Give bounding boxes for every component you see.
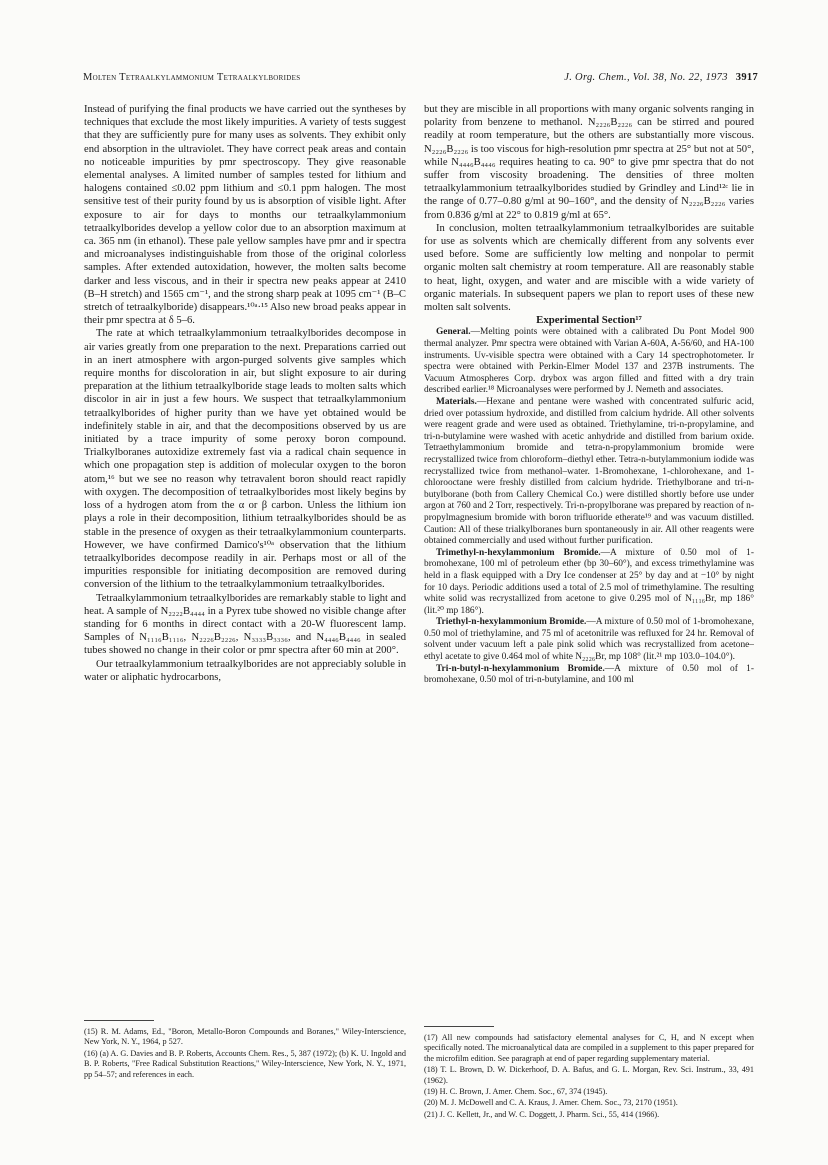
journal-citation	[564, 72, 758, 83]
section-heading: Experimental Section¹⁷	[536, 314, 642, 327]
paragraph: Instead of purifying the final products we have carried out the syntheses by techniques that exclude the most likely impurities. A variety of tests suggest that they are sufficiently pure for many uses as solvents. They exhibit only end absorption in the ultraviolet. They have correct peak areas and contain no noticeable impurities by pmr spectroscopy. They give reasonable elemental analyses. A limited number of samples tested for lithium and halogens contained ≤0.02 ppm lithium and ≤0.1 ppm halogen. The most sensitive test of their purity found by us is absorption of visible light. After exposure to air for days to months our tetraalkylammonium tetraalkylborides develop a yellow color due to an absorption maximum at ca. 365 nm (in ethanol). These pale yellow samples have pmr and ir spectra and microanalyses indistinguishable from those of the original colorless samples. After extended autoxidation, however, the molten salts become darker and less viscous, and in their ir spectra new peaks appear at 2410 (B–H stretch) and 1565 cm⁻¹, and the strong sharp peak at 1095 cm⁻¹ (B–C stretch of tetraalkylboride) disappears.¹⁰ᵃ·¹⁵ Also new broad peaks appear in their pmr spectra at δ 5–6.	[84, 104, 406, 327]
paragraph: Our tetraalkylammonium tetraalkylborides are not appreciably soluble in water or aliphatic hydrocarbons,	[84, 658, 406, 683]
footnote: (18) T. L. Brown, D. W. Dickerhoof, D. A. Bafus, and G. L. Morgan, Rev. Sci. Instrum., 33, 491 (1962).	[424, 1065, 754, 1085]
footnote: (19) H. C. Brown, J. Amer. Chem. Soc., 67, 374 (1945).	[424, 1087, 608, 1097]
paragraph	[424, 664, 754, 687]
paragraph	[424, 327, 754, 397]
footnote: (15) R. M. Adams, Ed., "Boron, Metallo-Boron Compounds and Boranes," Wiley-Interscience, New York, N. Y., 1964, p 527.	[84, 1027, 406, 1047]
experimental-section	[424, 327, 754, 686]
paragraph: The rate at which tetraalkylammonium tetraalkylborides decompose in air varies greatly from one preparation to the next. Preparations carried out in an inert atmosphere with argon-purged solvents give samples which require months for discoloration in air, but slight exposure to air during preparation at the lithium tetraalkylboride stage leads to molten salts which discolor in air in just a few hours. We suspect that tetraalkylammonium tetraalkylborides of higher purity than we have yet obtained would be indefinitely stable in air, and that the decompositions observed by us are initiated by a trace impurity of some peroxy boron compound. Trialkylboranes autoxidize extremely fast via a radical chain sequence in which one propagation step is addition of molecular oxygen to the boron atom,¹⁶ but we see no reason why tetravalent boron should react rapidly with oxygen. The decomposition of tetraalkylborides most likely begins by loss of a hydrogen atom from the α or β carbon. Unless the lithium ion plays a role in their decomposition, lithium tetraalkylborides should be as stable in the presence of oxygen as their tetraalkylammonium counterparts. However, we have confirmed Damico's¹⁰ᵃ observation that the lithium tetraalkylborides decompose readily in air. Perhaps most or all of the impurities responsible for initiating decomposition are removed during conversion of the lithium to the tetraalkylammonium tetraalkylborides.	[84, 328, 406, 591]
journal-name: J. Org. Chem., Vol. 38, No. 22, 1973	[564, 72, 728, 83]
footnote: (16) (a) A. G. Davies and B. P. Roberts, Accounts Chem. Res., 5, 387 (1972); (b) K. U. Ingold and B. P. Roberts, "Free Radical Substitution Reactions," Wiley-Interscience, New York, N. Y., 1971, pp 54–57; and references in each.	[84, 1048, 406, 1079]
paragraph-body: —Melting points were obtained with a calibrated Du Pont Model 900 thermal analyzer. Pmr spectra were obtained with Varian A-60A, A-56/60, and HA-100 instruments. Uv-visible spectra were obtained with a Cary 14 spectrophotometer. Ir spectra were obtained with Perkin-Elmer Model 137 and 237B instruments. The Vacuum Atmospheres Corp. drybox was argon filled and fitted with a dry train described earlier.¹⁸ Microanalyses were performed by J. Nemeth and associates.	[424, 327, 754, 396]
paragraph	[424, 397, 754, 548]
footnotes-left	[84, 1027, 406, 1081]
paragraph: but they are miscible in all proportions with many organic solvents ranging in polarity from benzene to methanol. N₂₂₂₆B₂₂₂₆ can be stirred and poured readily at room temperature, but the others are substantially more viscous. N₂₂₂₆B₂₂₂₆ is too viscous for high-resolution pmr spectra at 25° but not at 50°, while N₄₄₄₆B₄₄₄₆ requires heating to ca. 90° to give pmr spectra that do not suffer from viscosity broadening. The densities of three molten tetraalkylammonium tetraalkylborides studied by Grindley and Lind¹²ᶜ lie in the range of 0.77–0.80 g/ml at 90–160°, and the density of N₂₂₂₆B₂₂₂₆ varies from 0.836 g/ml at 22° to 0.819 g/ml at 65°.	[424, 104, 754, 221]
paragraph-body: —A mixture of 0.50 mol of 1-bromohexane, 100 ml of petroleum ether (bp 30–60°), and excess trimethylamine was held in a flask equipped with a Dry Ice condenser at 25° by day and at −10° by night for 10 days. Periodic additions used a total of 2.5 mol of trimethylamine. The resulting white solid was recrystallized from acetone to give 0.295 mol of N₁₁₁₆Br, mp 186° (lit.²⁰ mp 186°).	[424, 547, 754, 616]
footnote: (20) M. J. McDowell and C. A. Kraus, J. Amer. Chem. Soc., 73, 2170 (1951).	[424, 1098, 678, 1108]
paragraph	[424, 548, 754, 618]
footnotes-right	[424, 1033, 754, 1121]
footnote: (21) J. C. Kellett, Jr., and W. C. Doggett, J. Pharm. Sci., 55, 414 (1966).	[424, 1109, 660, 1119]
paragraph-lead: Materials.	[436, 397, 477, 408]
paragraph-lead: Tri-n-butyl-n-hexylammonium Bromide.	[436, 663, 605, 674]
paragraph-body: —Hexane and pentane were washed with concentrated sulfuric acid, dried over potassium hydroxide, and distilled from calcium hydride. All other solvents were reagent grade and were used as obtained. Triethylamine, tri-n-propylamine, and tri-n-butylamine were washed with acetic anhydride and distilled from barium oxide. Tetraethylammonium bromide and tetra-n-propylammonium bromide were recrystallized twice from chloroform–diethyl ether. Tetra-n-butylammonium iodide was recrystallized twice from methanol–water. 1-Bromohexane, 1-chlorohexane, and 1-chlorooctane were freshly distilled from calcium hydride. Triethylborane and tri-n-butylborane (both from Callery Chemical Co.) were distilled shortly before use under argon at 760 and 2 Torr, respectively. Tri-n-propylborane was prepared by reaction of n-propylmagnesium bromide with boron trifluoride etherate¹⁹ and was vacuum distilled. Caution: All of these trialkylboranes burn spontaneously in air. All other reagents were obtained commercially and used without further purification.	[424, 397, 754, 547]
paragraph: In conclusion, molten tetraalkylammonium tetraalkylborides are suitable for use as solvents which are chemically different from any solvents ever used before. Some are sufficiently low melting and nonpolar to permit organic molten salt chemistry at room temperature. All are reasonably stable to heat, light, oxygen, and water and are miscible with a wide variety of organic materials. In subsequent papers we plan to report uses of these new molten salt solvents.	[424, 222, 754, 314]
page-number: 3917	[735, 72, 758, 83]
paragraph: Tetraalkylammonium tetraalkylborides are remarkably stable to light and heat. A sample of N₂₂₂₂B₄₄₄₄ in a Pyrex tube showed no visible change after standing for 6 months in direct contact with a 20-W fluorescent lamp. Samples of N₁₁₁₆B₁₁₁₆, N₂₂₂₆B₂₂₂₆, N₃₃₃₃B₃₃₃₆, and N₄₄₄₆B₄₄₄₆ in sealed tubes showed no change in their color or pmr spectra after 60 min at 200°.	[84, 592, 406, 657]
paragraph-lead: General.	[436, 327, 471, 338]
paragraph-lead: Triethyl-n-hexylammonium Bromide.	[436, 617, 587, 628]
footnote-divider	[424, 1026, 494, 1027]
paragraph-body: —A mixture of 0.50 mol of 1-bromohexane, 0.50 mol of triethylamine, and 75 ml of acetonitrile was refluxed for 24 hr. Removal of solvent under vacuum left a pale pink solid which was recrystallized from acetone–ethyl acetate to give 0.464 mol of white N₂₂₂₆Br, mp 108° (lit.²¹ mp 103.0–104.0°).	[424, 617, 754, 663]
paragraph-body: —A mixture of 0.50 mol of 1-bromohexane, 0.50 mol of tri-n-butylamine, and 100 ml	[424, 663, 754, 686]
running-title: Molten Tetraalkylammonium Tetraalkylborides	[83, 72, 301, 83]
paragraph	[424, 617, 754, 663]
paragraph-lead: Trimethyl-n-hexylammonium Bromide.	[436, 547, 601, 558]
footnote-divider	[84, 1020, 154, 1021]
right-column	[424, 103, 754, 687]
footnote: (17) All new compounds had satisfactory elemental analyses for C, H, and N except when specifically noted. The microanalytical data are compiled in a supplement to this paper prepared for the microfilm edition. See paragraph at end of paper regarding supplementary material.	[424, 1033, 754, 1063]
left-column	[84, 103, 406, 684]
